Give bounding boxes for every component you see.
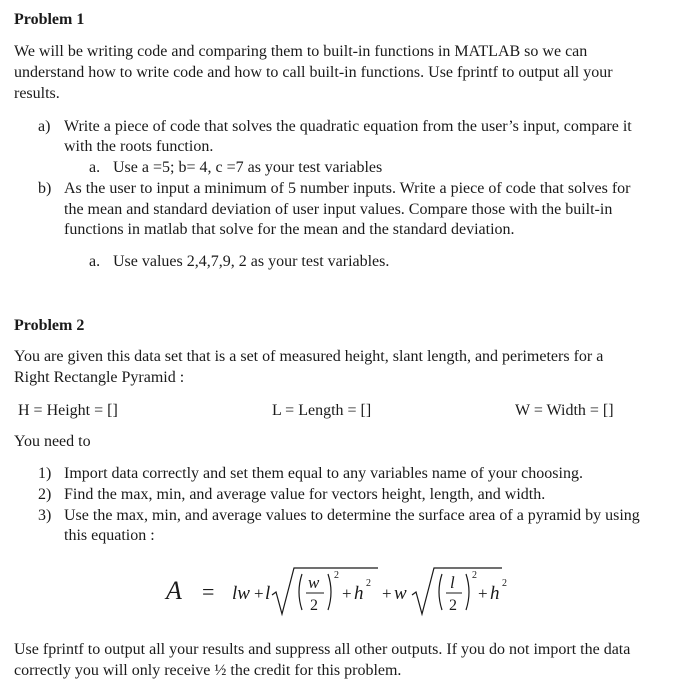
right-paren-icon — [328, 574, 331, 610]
formula-two: 2 — [310, 597, 318, 614]
formula-l: l — [265, 583, 271, 604]
problem2-intro-line: Right Rectangle Pyramid : — [14, 369, 185, 386]
formula-plus: + — [254, 584, 264, 603]
item-a-sub-marker: a. — [89, 159, 101, 176]
problem2-heading: Problem 2 — [14, 317, 85, 334]
item-a-marker: a) — [38, 118, 51, 135]
problem2-intro — [14, 346, 674, 388]
surface-area-formula — [160, 562, 520, 622]
problem2-footer — [14, 639, 674, 681]
step-text: Use the max, min, and average values to determine the surface area of a pyramid by using — [64, 507, 640, 524]
formula-h-square: 2 — [502, 578, 507, 589]
height-variable: H = Height = [] — [18, 402, 118, 419]
formula-w-num: w — [308, 573, 320, 592]
step-text: Find the max, min, and average value for vectors height, length, and width. — [64, 486, 546, 503]
step-marker: 1) — [38, 465, 52, 482]
problem1-heading: Problem 1 — [14, 11, 85, 28]
formula-two: 2 — [449, 597, 457, 614]
problem1-intro-line: results. — [14, 85, 60, 102]
formula-h: h — [490, 583, 500, 604]
step-text: this equation : — [64, 527, 155, 544]
step-text: Import data correctly and set them equal to any variables name of your choosing. — [64, 465, 583, 482]
problem1-intro — [14, 41, 674, 104]
formula-plus-h: + — [478, 584, 488, 603]
left-paren-icon — [439, 574, 442, 610]
step-marker: 2) — [38, 486, 52, 503]
problem1-intro-line: understand how to write code and how to call built-in functions. Use fprintf to output all your — [14, 64, 613, 81]
formula-equals: = — [202, 579, 215, 604]
width-variable: W = Width = [] — [515, 402, 614, 419]
length-variable: L = Length = [] — [272, 402, 372, 419]
left-paren-icon — [299, 574, 302, 610]
formula-square: 2 — [334, 570, 339, 581]
problem1-intro-line: We will be writing code and comparing them to built-in functions in MATLAB so we can — [14, 43, 588, 60]
item-b-line: functions in matlab that solve for the mean and the standard deviation. — [64, 221, 515, 238]
formula-l-num: l — [450, 573, 455, 592]
item-a-line: Write a piece of code that solves the quadratic equation from the user’s input, compare it — [64, 118, 632, 135]
formula-lw: lw — [232, 583, 250, 604]
item-b-line: the mean and standard deviation of user input values. Compare those with the built-in — [64, 201, 613, 218]
formula-plus-w: + — [382, 584, 392, 603]
formula-plus-h: + — [342, 584, 352, 603]
need-to-label: You need to — [14, 433, 91, 450]
formula-h: h — [354, 583, 364, 604]
item-a-sub-text: Use a =5; b= 4, c =7 as your test variables — [113, 159, 383, 176]
item-b-sub-text: Use values 2,4,7,9, 2 as your test variables. — [113, 253, 390, 270]
footer-line: correctly you will only receive ½ the credit for this problem. — [14, 662, 402, 679]
problem2-intro-line: You are given this data set that is a set of measured height, slant length, and perimeters for a — [14, 348, 604, 365]
step-marker: 3) — [38, 507, 52, 524]
right-paren-icon — [466, 574, 469, 610]
formula-h-square: 2 — [366, 578, 371, 589]
footer-line: Use fprintf to output all your results and suppress all other outputs. If you do not import the data — [14, 641, 631, 658]
item-b-sub-marker: a. — [89, 253, 101, 270]
formula-square: 2 — [472, 570, 477, 581]
item-b-marker: b) — [38, 180, 52, 197]
item-a-line: with the roots function. — [64, 138, 214, 155]
item-b-line: As the user to input a minimum of 5 number inputs. Write a piece of code that solves for — [64, 180, 631, 197]
radical-icon — [412, 568, 502, 614]
formula-lhs: A — [166, 576, 182, 605]
formula-w: w — [394, 583, 407, 604]
